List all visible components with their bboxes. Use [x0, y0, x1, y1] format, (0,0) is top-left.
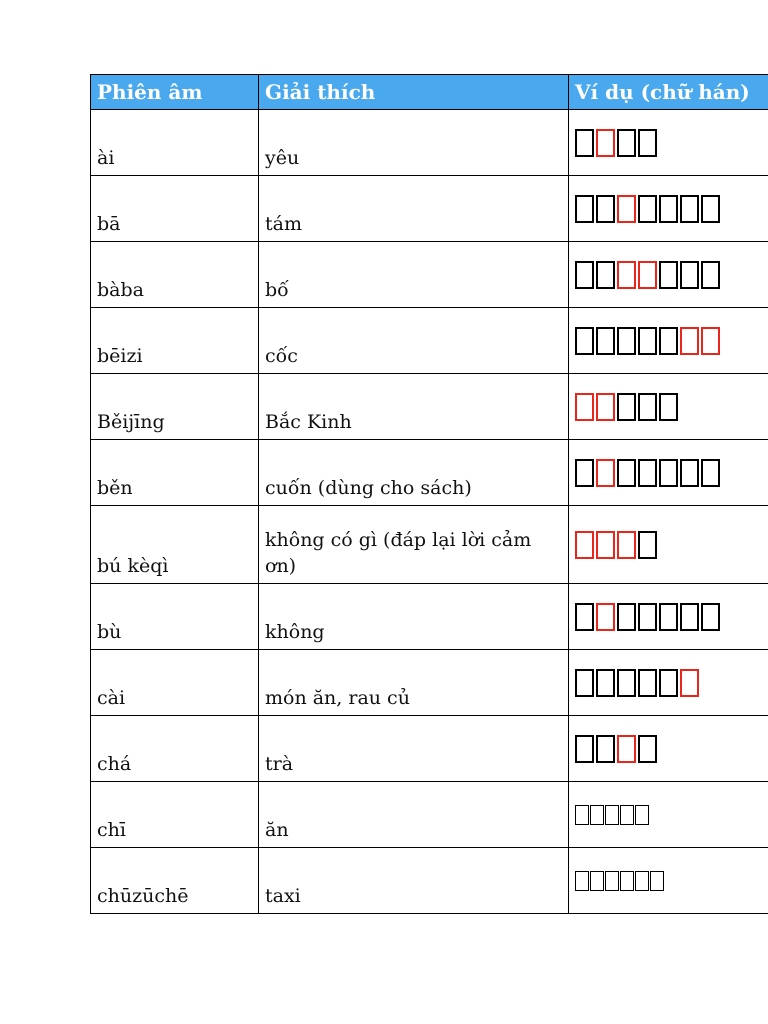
glyph-box: [575, 735, 594, 763]
highlighted-glyph-box: [596, 531, 615, 559]
glyph-box: [575, 327, 594, 355]
glyph-box: [680, 261, 699, 289]
glyph-box: [605, 871, 619, 891]
glyph-box: [638, 531, 657, 559]
glyph-box: [575, 603, 594, 631]
glyph-box: [638, 459, 657, 487]
header-example: Ví dụ (chữ hán): [569, 75, 768, 110]
glyph-box: [575, 669, 594, 697]
pinyin-cell: bēizi: [91, 308, 259, 374]
example-glyphs: [575, 735, 768, 763]
glyph-box: [596, 669, 615, 697]
glyph-box: [596, 735, 615, 763]
glyph-box: [575, 261, 594, 289]
pinyin-cell: bàba: [91, 242, 259, 308]
glyph-box: [617, 129, 636, 157]
glyph-box: [701, 603, 720, 631]
table-body: [91, 110, 768, 914]
glyph-box: [635, 805, 649, 825]
meaning-cell: tám: [259, 176, 569, 242]
glyph-box: [659, 261, 678, 289]
table-row: [91, 374, 768, 440]
pinyin-cell: bā: [91, 176, 259, 242]
vocabulary-table: [90, 74, 768, 914]
glyph-box: [701, 459, 720, 487]
glyph-box: [596, 327, 615, 355]
highlighted-glyph-box: [638, 261, 657, 289]
highlighted-glyph-box: [617, 261, 636, 289]
example-cell: [569, 308, 768, 374]
glyph-box: [659, 393, 678, 421]
table-header: [91, 75, 768, 110]
pinyin-cell: Běijīng: [91, 374, 259, 440]
glyph-box: [620, 871, 634, 891]
header-pinyin: Phiên âm: [91, 75, 259, 110]
highlighted-glyph-box: [596, 459, 615, 487]
glyph-box: [680, 459, 699, 487]
example-glyphs: [575, 393, 768, 421]
glyph-box: [638, 735, 657, 763]
highlighted-glyph-box: [701, 327, 720, 355]
example-cell: [569, 242, 768, 308]
example-cell: [569, 506, 768, 584]
glyph-box: [617, 327, 636, 355]
example-glyphs: [575, 129, 768, 157]
meaning-cell: không: [259, 584, 569, 650]
glyph-box: [638, 603, 657, 631]
example-glyphs: [575, 531, 768, 559]
table-row: [91, 242, 768, 308]
highlighted-glyph-box: [596, 129, 615, 157]
highlighted-glyph-box: [617, 531, 636, 559]
example-cell: [569, 176, 768, 242]
example-glyphs: [575, 459, 768, 487]
meaning-cell: không có gì (đáp lại lời cảm ơn): [259, 506, 569, 584]
example-cell: [569, 716, 768, 782]
table-row: [91, 506, 768, 584]
pinyin-cell: chá: [91, 716, 259, 782]
highlighted-glyph-box: [596, 393, 615, 421]
highlighted-glyph-box: [617, 735, 636, 763]
pinyin-cell: chūzūchē: [91, 848, 259, 914]
example-cell: [569, 440, 768, 506]
pinyin-cell: cài: [91, 650, 259, 716]
meaning-cell: taxi: [259, 848, 569, 914]
pinyin-cell: běn: [91, 440, 259, 506]
glyph-box: [659, 195, 678, 223]
example-glyphs: [575, 195, 768, 223]
glyph-box: [638, 195, 657, 223]
meaning-cell: món ăn, rau củ: [259, 650, 569, 716]
example-glyphs: [575, 261, 768, 289]
glyph-box: [638, 327, 657, 355]
highlighted-glyph-box: [596, 603, 615, 631]
meaning-cell: cuốn (dùng cho sách): [259, 440, 569, 506]
pinyin-cell: bù: [91, 584, 259, 650]
example-cell: [569, 584, 768, 650]
header-meaning: Giải thích: [259, 75, 569, 110]
glyph-box: [638, 393, 657, 421]
glyph-box: [635, 871, 649, 891]
header-row: [91, 75, 768, 110]
table-row: [91, 782, 768, 848]
example-cell: [569, 650, 768, 716]
meaning-cell: cốc: [259, 308, 569, 374]
glyph-box: [617, 393, 636, 421]
pinyin-cell: chī: [91, 782, 259, 848]
example-cell: [569, 848, 768, 914]
example-cell: [569, 374, 768, 440]
table-row: [91, 110, 768, 176]
glyph-box: [659, 327, 678, 355]
example-glyphs: [575, 603, 768, 631]
table-row: [91, 440, 768, 506]
pinyin-cell: bú kèqì: [91, 506, 259, 584]
glyph-box: [590, 871, 604, 891]
example-glyphs: [575, 805, 768, 825]
highlighted-glyph-box: [575, 393, 594, 421]
glyph-box: [596, 195, 615, 223]
table-row: [91, 308, 768, 374]
glyph-box: [638, 669, 657, 697]
glyph-box: [617, 669, 636, 697]
example-cell: [569, 110, 768, 176]
highlighted-glyph-box: [680, 669, 699, 697]
table-row: [91, 650, 768, 716]
pinyin-cell: ài: [91, 110, 259, 176]
highlighted-glyph-box: [680, 327, 699, 355]
highlighted-glyph-box: [617, 195, 636, 223]
meaning-cell: ăn: [259, 782, 569, 848]
table-row: [91, 176, 768, 242]
glyph-box: [617, 603, 636, 631]
glyph-box: [701, 261, 720, 289]
glyph-box: [659, 459, 678, 487]
glyph-box: [701, 195, 720, 223]
glyph-box: [590, 805, 604, 825]
table-row: [91, 716, 768, 782]
glyph-box: [659, 603, 678, 631]
glyph-box: [575, 805, 589, 825]
example-glyphs: [575, 669, 768, 697]
glyph-box: [575, 459, 594, 487]
example-cell: [569, 782, 768, 848]
meaning-cell: Bắc Kinh: [259, 374, 569, 440]
glyph-box: [680, 603, 699, 631]
table-row: [91, 848, 768, 914]
glyph-box: [575, 871, 589, 891]
example-glyphs: [575, 327, 768, 355]
glyph-box: [605, 805, 619, 825]
meaning-cell: yêu: [259, 110, 569, 176]
glyph-box: [575, 195, 594, 223]
meaning-cell: trà: [259, 716, 569, 782]
glyph-box: [620, 805, 634, 825]
glyph-box: [680, 195, 699, 223]
table-row: [91, 584, 768, 650]
glyph-box: [575, 129, 594, 157]
highlighted-glyph-box: [575, 531, 594, 559]
glyph-box: [596, 261, 615, 289]
glyph-box: [659, 669, 678, 697]
glyph-box: [617, 459, 636, 487]
glyph-box: [650, 871, 664, 891]
meaning-cell: bố: [259, 242, 569, 308]
glyph-box: [638, 129, 657, 157]
example-glyphs: [575, 871, 768, 891]
